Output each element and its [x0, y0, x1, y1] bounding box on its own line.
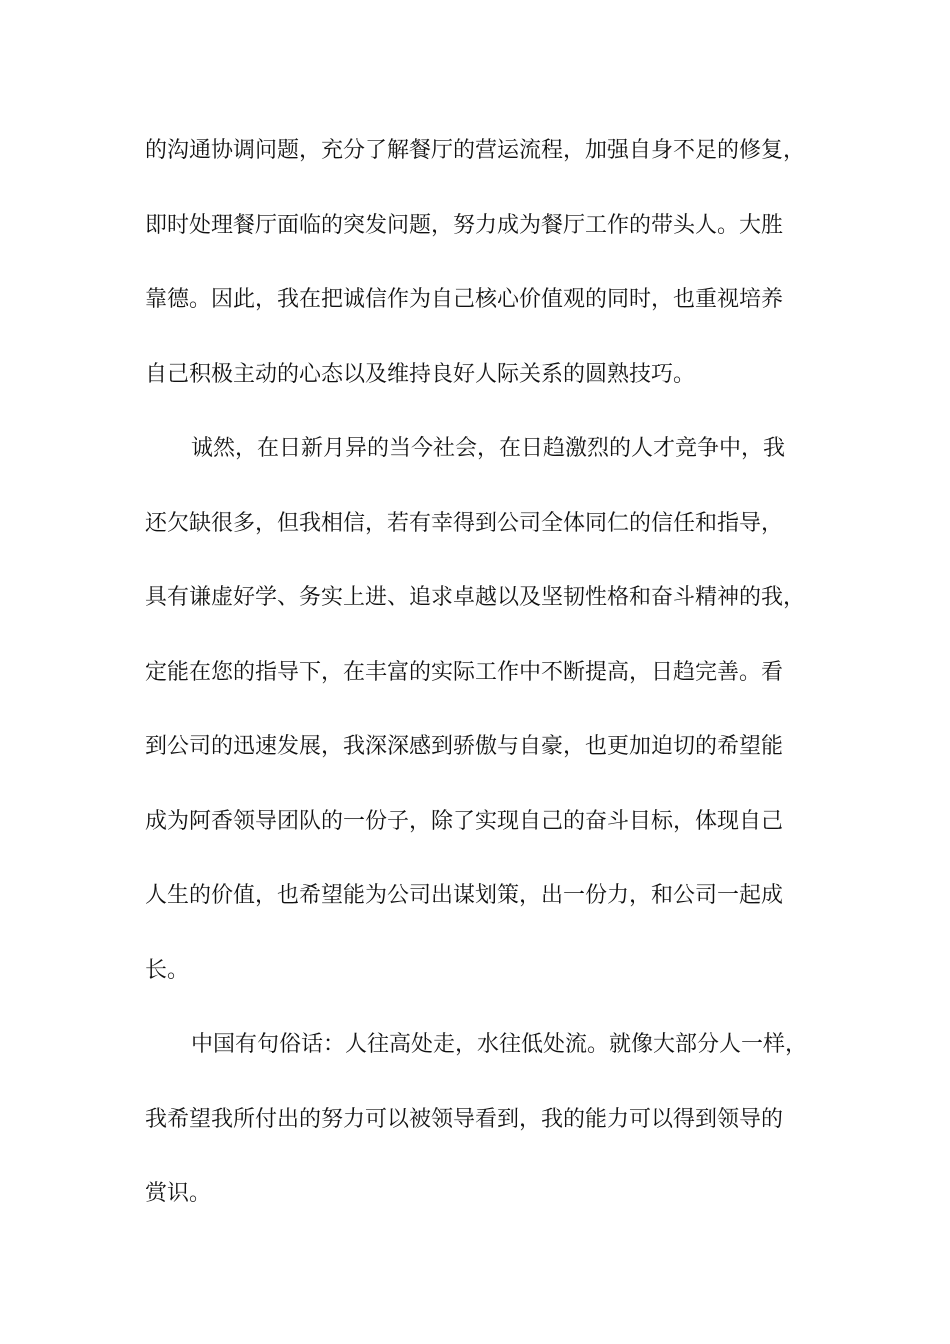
text-line: 即时处理餐厅面临的突发问题，努力成为餐厅工作的带头人。大胜 — [145, 212, 784, 238]
paragraph-start-line: 诚然，在日新月异的当今社会，在日趋激烈的人才竞争中，我 — [191, 436, 786, 461]
text-line: 人生的价值，也希望能为公司出谋划策，出一份力，和公司一起成 — [145, 883, 784, 908]
text-line: 的沟通协调问题，充分了解餐厅的营运流程，加强自身不足的修复， — [145, 138, 806, 163]
text-line: 还欠缺很多，但我相信，若有幸得到公司全体同仁的信任和指导， — [145, 510, 784, 536]
text-line: 长。 — [145, 957, 190, 983]
text-line: 定能在您的指导下，在丰富的实际工作中不断提高，日趋完善。看 — [145, 659, 784, 685]
body-text — [145, 114, 845, 1232]
paragraph-start-line: 中国有句俗话：人往高处走，水往低处流。就像大部分人一样， — [191, 1032, 808, 1057]
text-line: 我希望我所付出的努力可以被领导看到，我的能力可以得到领导的 — [145, 1106, 784, 1132]
text-line: 赏识。 — [145, 1181, 212, 1206]
text-line: 具有谦虚好学、务实上进、追求卓越以及坚韧性格和奋斗精神的我， — [145, 585, 806, 610]
text-line: 成为阿香领导团队的一份子，除了实现自己的奋斗目标，体现自己 — [145, 808, 784, 834]
text-line: 自己积极主动的心态以及维持良好人际关系的圆熟技巧。 — [145, 361, 696, 387]
text-line: 到公司的迅速发展，我深深感到骄傲与自豪，也更加迫切的希望能 — [145, 734, 784, 759]
text-line: 靠德。因此，我在把诚信作为自己核心价值观的同时，也重视培养 — [145, 287, 784, 312]
